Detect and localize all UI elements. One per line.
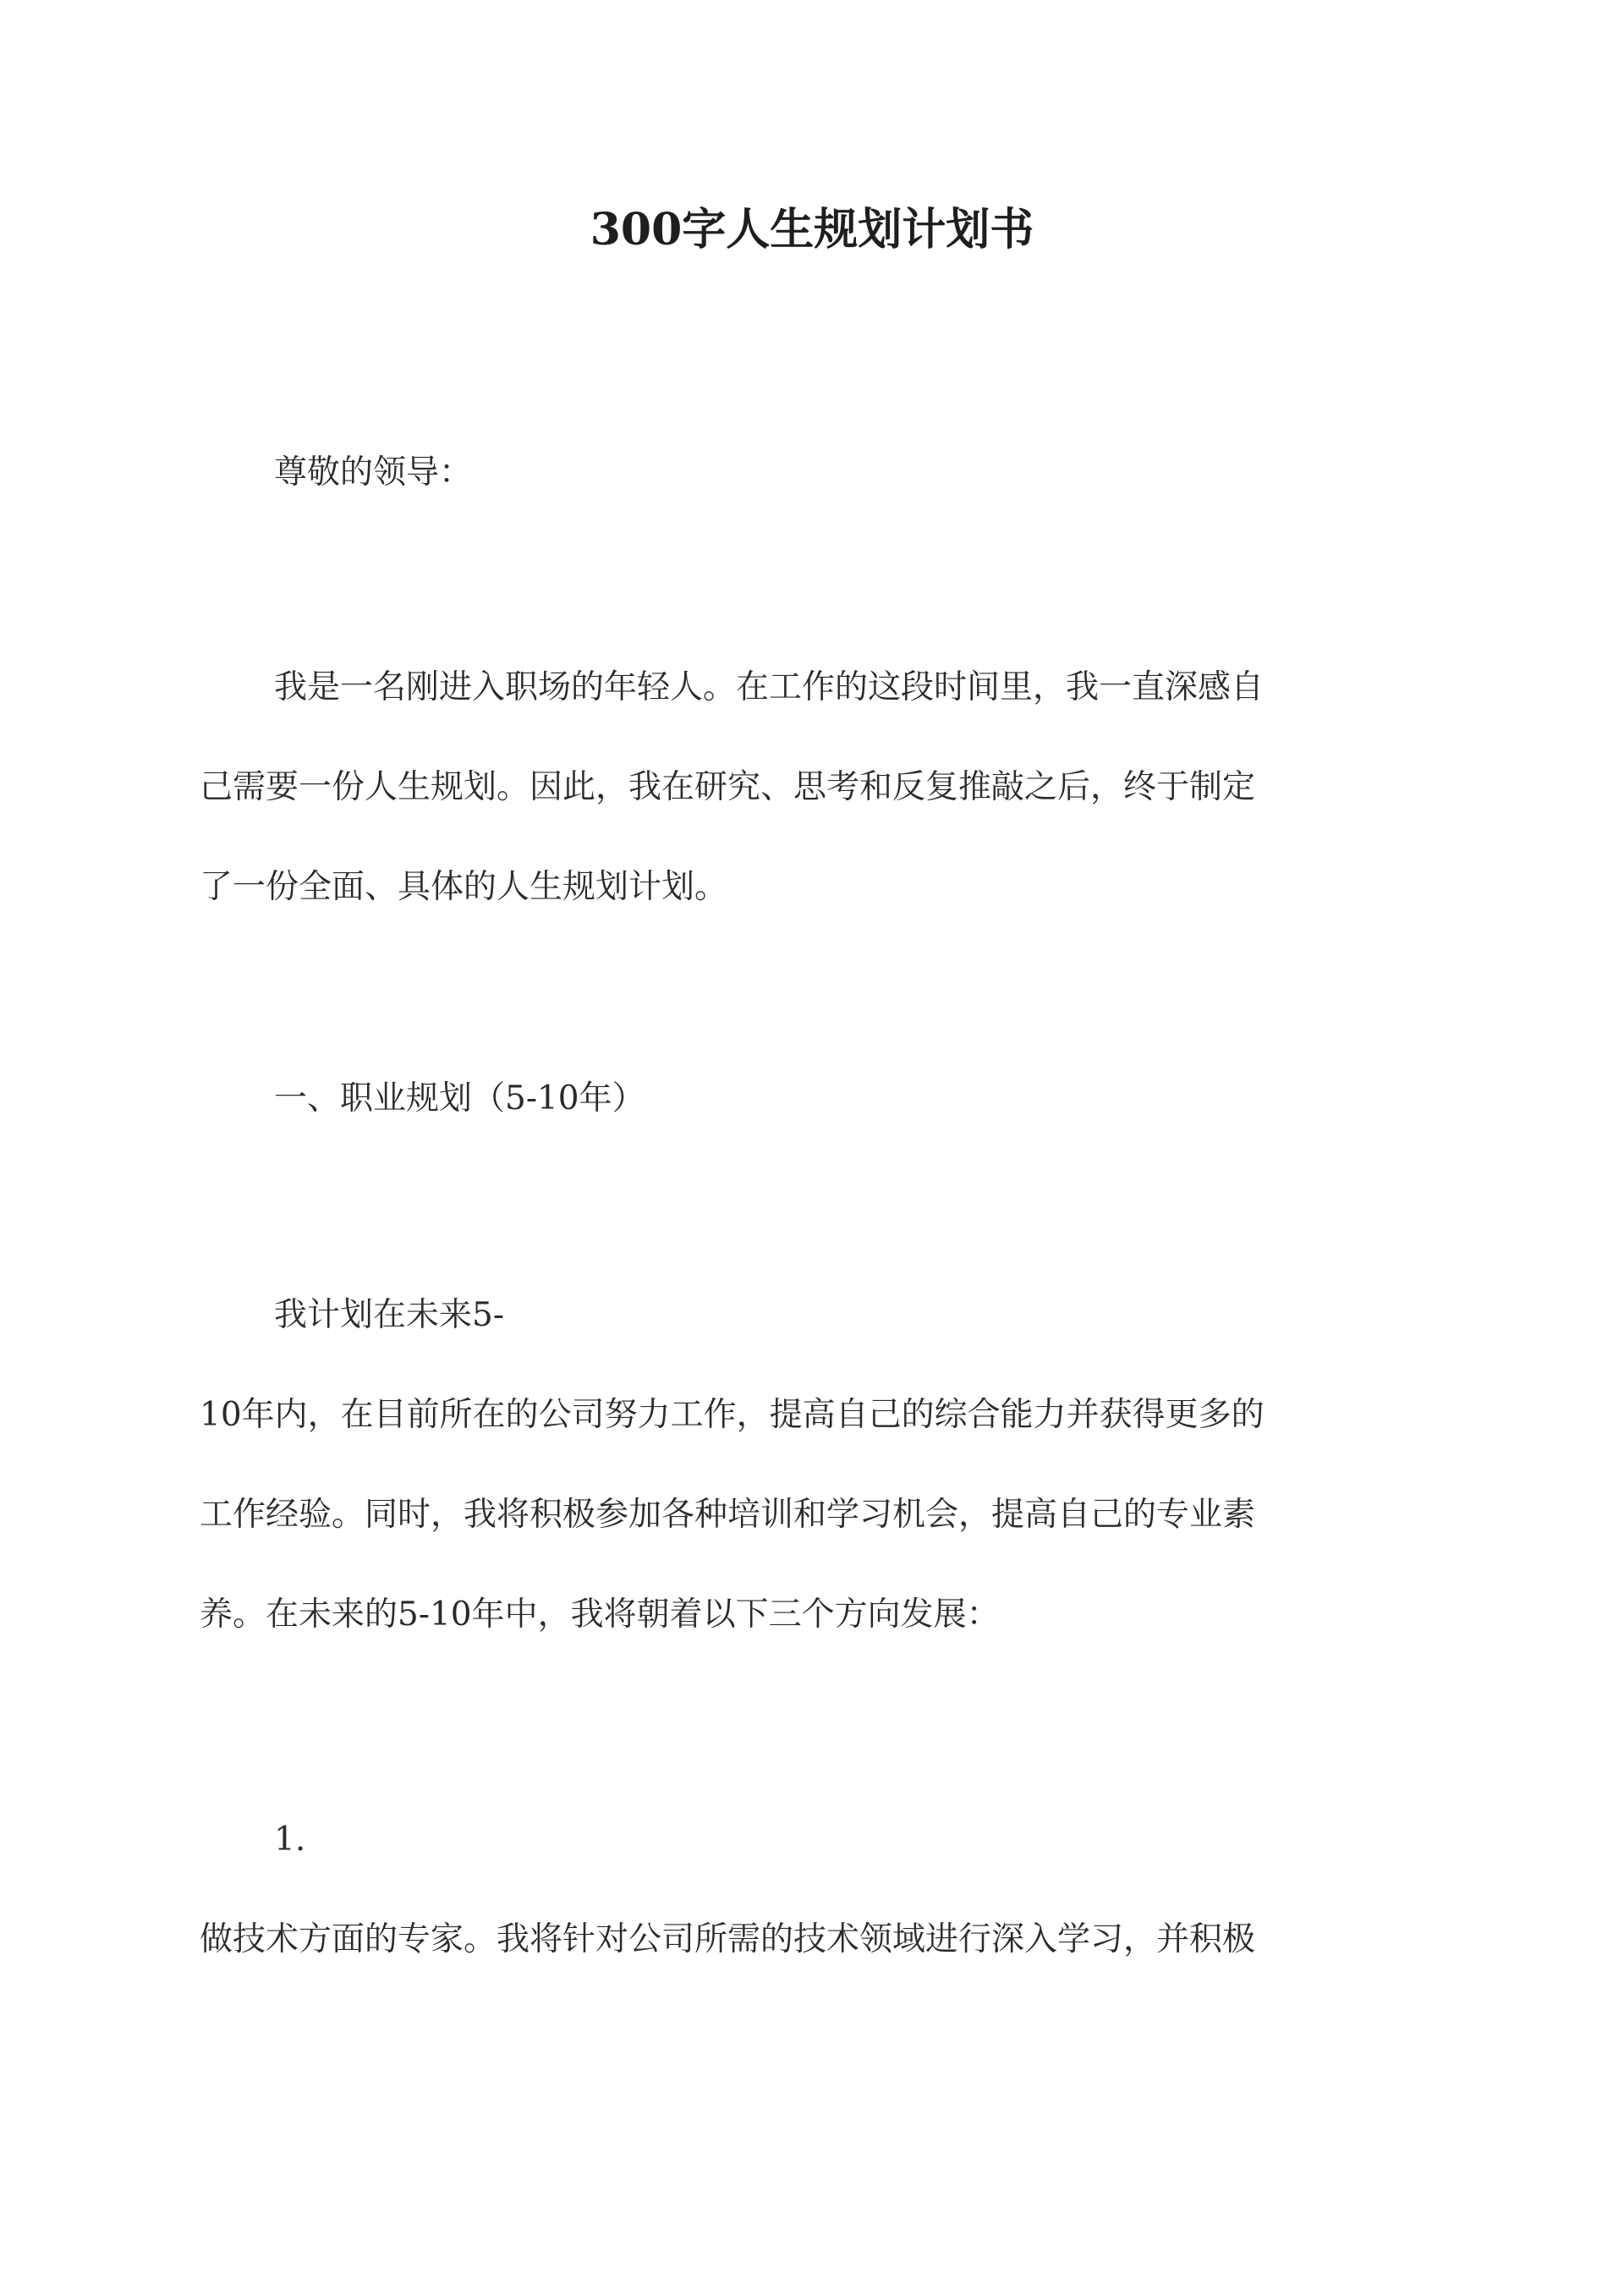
- intro-paragraph: [200, 638, 1426, 937]
- salutation: 尊敬的领导：: [274, 453, 473, 492]
- section-1-line-4: 养。在未来的5-10年中，我将朝着以下三个方向发展：: [200, 1596, 1000, 1634]
- section-1-line-2: 10年内，在目前所在的公司努力工作，提高自己的综合能力并获得更多的: [200, 1396, 1265, 1434]
- intro-line-3: 了一份全面、具体的人生规划计划。: [200, 868, 728, 906]
- section-1-paragraph: [200, 1266, 1426, 1665]
- salutation-block: [200, 423, 1426, 523]
- section-1-line-3: 工作经验。同时，我将积极参加各种培训和学习机会，提高自己的专业素: [200, 1496, 1256, 1534]
- intro-line-2: 己需要一份人生规划。因此，我在研究、思考和反复推敲之后，终于制定: [200, 768, 1256, 806]
- item-1-number: 1.: [274, 1821, 306, 1859]
- item-1-block: [200, 1790, 1426, 1990]
- item-1-line: 做技术方面的专家。我将针对公司所需的技术领域进行深入学习，并积极: [200, 1920, 1256, 1958]
- document-title: 300字人生规划计划书: [590, 204, 1034, 255]
- section-1-line-1: 我计划在未来5-: [274, 1296, 504, 1334]
- intro-line-1: 我是一名刚进入职场的年轻人。在工作的这段时间里，我一直深感自: [274, 668, 1265, 706]
- section-1-heading-block: [200, 1049, 1426, 1149]
- section-1-heading: 一、职业规划（5-10年）: [274, 1079, 645, 1118]
